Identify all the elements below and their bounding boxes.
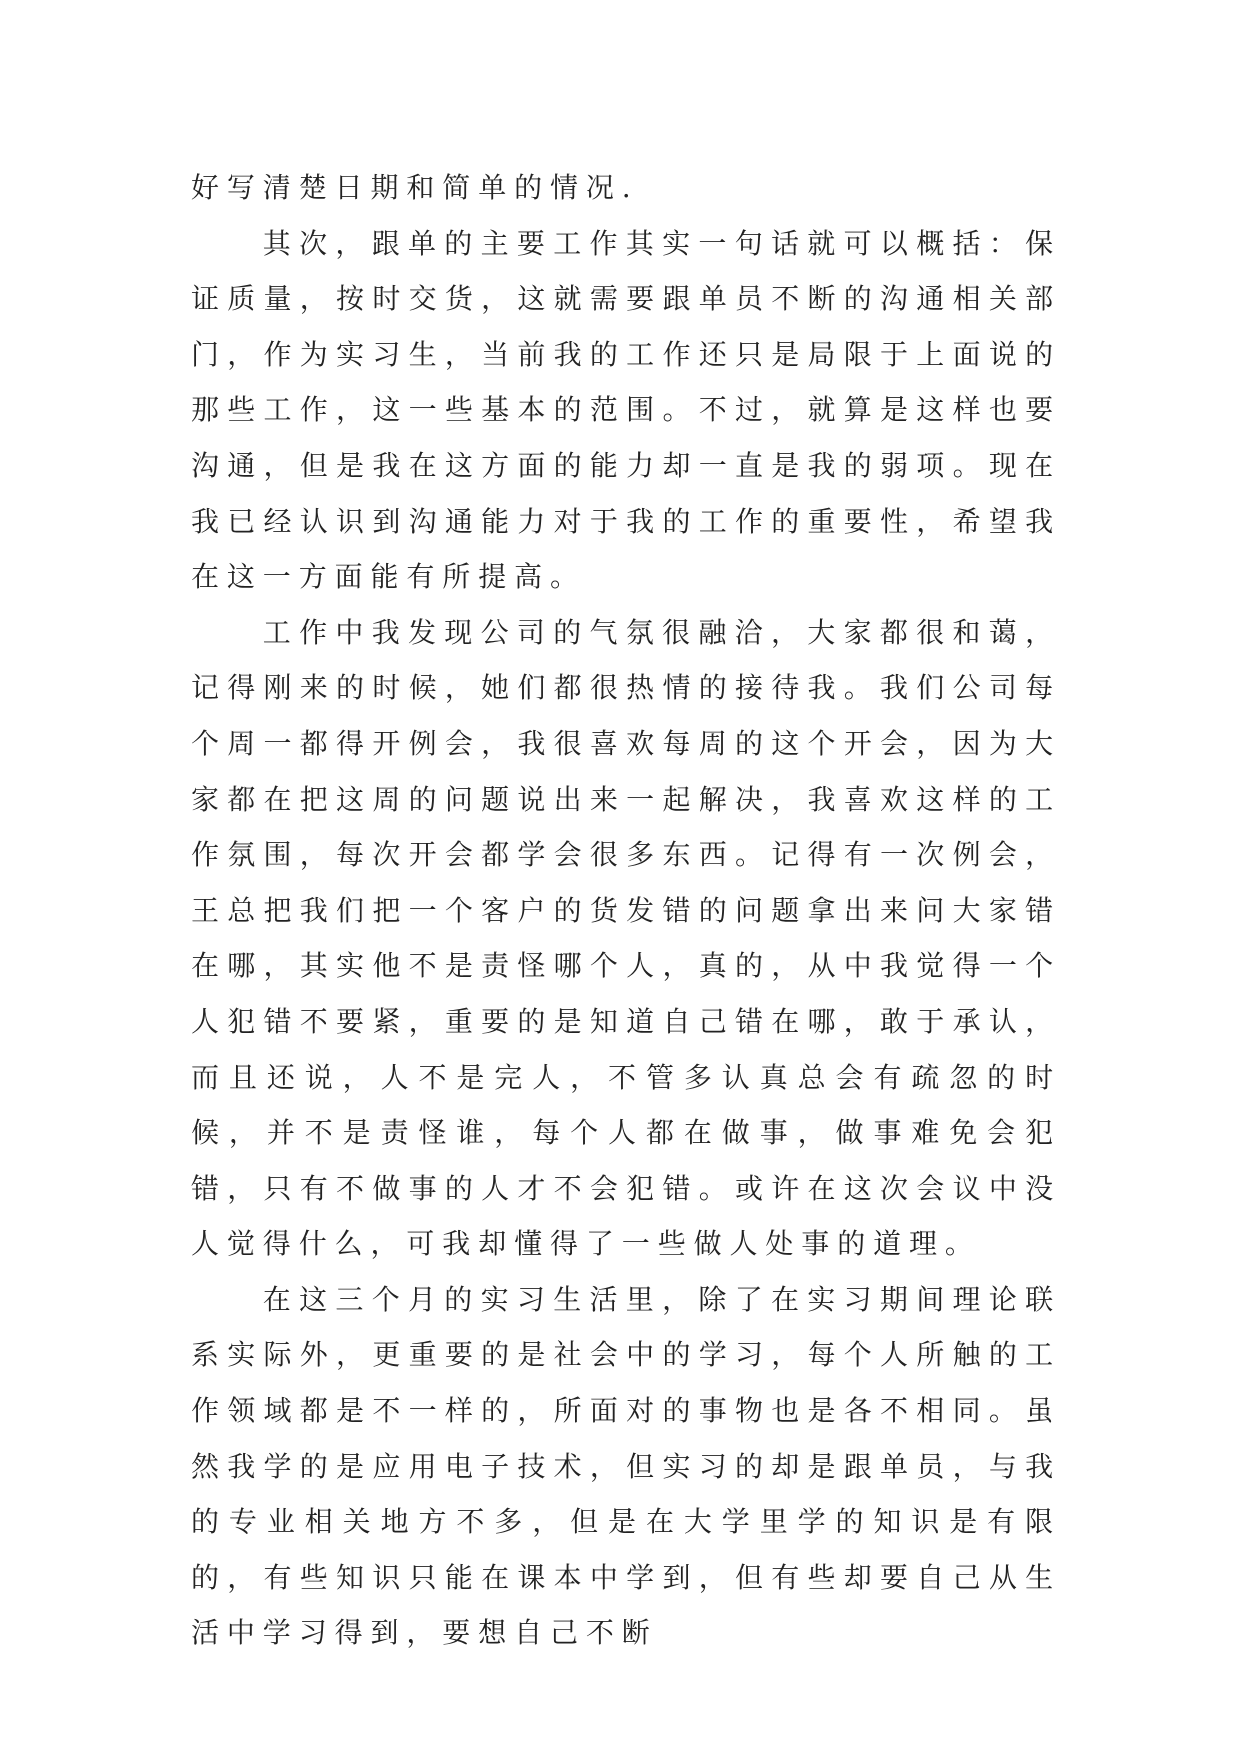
paragraph-2: 其次，跟单的主要工作其实一句话就可以概括：保证质量，按时交货，这就需要跟单员不断的沟通相关部门，作为实习生，当前我的工作还只是局限于上面说的那些工作，这一些基本的范围。不过，就算是这样也要沟通，但是我在这方面的能力却一直是我的弱项。现在我已经认识到沟通能力对于我的工作的重要性，希望我在这一方面能有所提高。 [191, 226, 1061, 594]
paragraph-3: 工作中我发现公司的气氛很融洽，大家都很和蔼，记得刚来的时候，她们都很热情的接待我。我们公司每个周一都得开例会，我很喜欢每周的这个开会，因为大家都在把这周的问题说出来一起解决，我喜欢这样的工作氛围，每次开会都学会很多东西。记得有一次例会，王总把我们把一个客户的货发错的问题拿出来问大家错在哪，其实他不是责怪哪个人，真的，从中我觉得一个人犯错不要紧，重要的是知道自己错在哪，敢于承认，而且还说，人不是完人，不管多认真总会有疏忽的时候，并不是责怪谁，每个人都在做事，做事难免会犯错，只有不做事的人才不会犯错。或许在这次会议中没人觉得什么，可我却懂得了一些做人处事的道理。 [191, 615, 1061, 1261]
document-body [191, 160, 1061, 1661]
paragraph-4: 在这三个月的实习生活里，除了在实习期间理论联系实际外，更重要的是社会中的学习，每个人所触的工作领域都是不一样的，所面对的事物也是各不相同。虽然我学的是应用电子技术，但实习的却是跟单员，与我的专业相关地方不多，但是在大学里学的知识是有限的，有些知识只能在课本中学到，但有些却要自己从生活中学习得到，要想自己不断 [191, 1282, 1061, 1650]
paragraph-1: 好写清楚日期和简单的情况. [191, 171, 639, 204]
